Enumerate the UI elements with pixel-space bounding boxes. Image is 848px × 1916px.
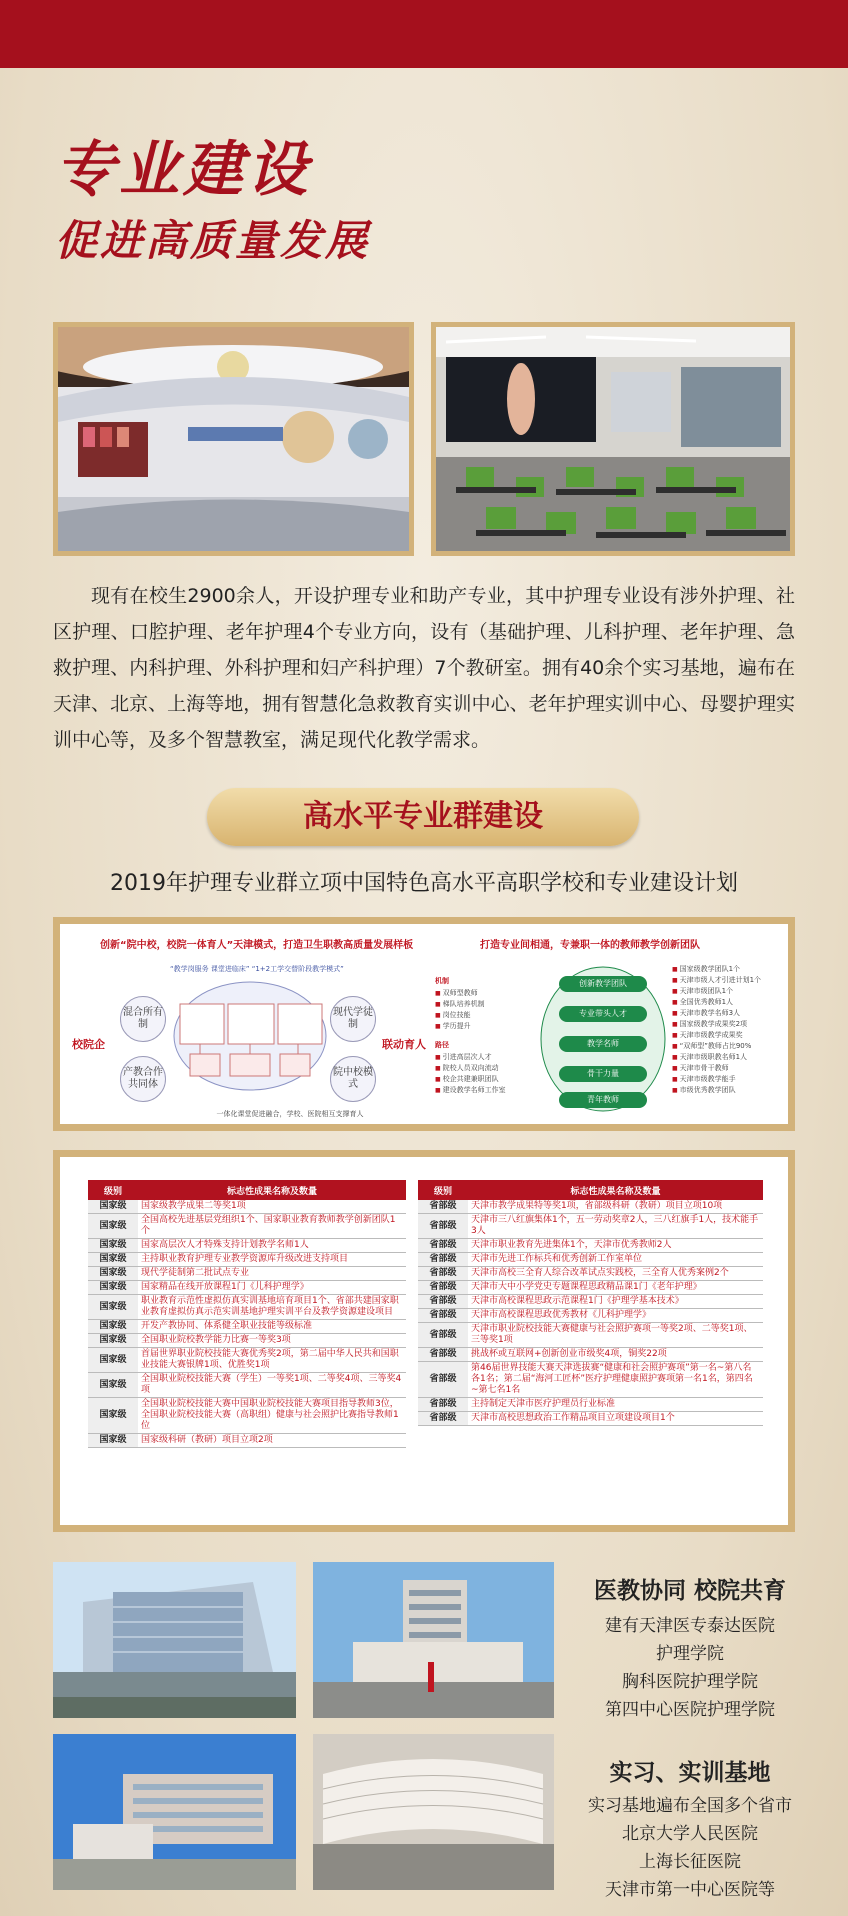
row-level-cell: 国家级 bbox=[88, 1434, 138, 1448]
row-name-cell: 天津市高校思想政治工作精品项目立项建设项目1个 bbox=[468, 1412, 763, 1426]
row-name-cell: 全国高校先进基层党组织1个、国家职业教育教师教学创新团队1个 bbox=[138, 1214, 406, 1239]
block1-line: 第四中心医院护理学院 bbox=[605, 1700, 775, 1720]
table-row bbox=[88, 1295, 406, 1320]
diagram-bottom-label: 一体化课堂促进融合，学校、医院相互支撑育人 bbox=[216, 1110, 364, 1118]
row-level-cell: 省部级 bbox=[418, 1239, 468, 1253]
section-subtitle: 2019年护理专业群立项中国特色高水平高职学校和专业建设计划 bbox=[110, 871, 738, 896]
achievement-item: ■ 国家级教学团队1个 bbox=[672, 964, 792, 975]
row-name-cell: 第46届世界技能大赛天津选拔赛“健康和社会照护赛项”第一名~第八名各1名；第二届“海河工匠杯”医疗护理健康照护赛项第一名1名，第四名~第七名1名 bbox=[468, 1362, 763, 1398]
mechanism-item: ■ 学历提升 bbox=[435, 1021, 505, 1032]
mechanism-title: 机制 bbox=[435, 977, 449, 985]
table-row bbox=[418, 1309, 763, 1323]
table-row bbox=[88, 1267, 406, 1281]
table-row bbox=[418, 1323, 763, 1348]
row-level-cell: 国家级 bbox=[88, 1398, 138, 1434]
achievement-list bbox=[672, 964, 792, 1096]
intro-text bbox=[53, 578, 795, 758]
block2-line: 实习基地遍布全国多个省市 bbox=[588, 1796, 792, 1816]
row-level-cell: 省部级 bbox=[418, 1200, 468, 1214]
table-row bbox=[88, 1200, 406, 1214]
row-name-cell: 天津市职业院校技能大赛健康与社会照护赛项一等奖2项、二等奖1项、三等奖1项 bbox=[468, 1323, 763, 1348]
table-row bbox=[418, 1398, 763, 1412]
table-row bbox=[88, 1281, 406, 1295]
row-name-cell: 全国职业院校技能大赛（学生）一等奖1项、二等奖4项、三等奖4项 bbox=[138, 1373, 406, 1398]
mechanism-item: ■ 岗位技能 bbox=[435, 1010, 505, 1021]
block2-line: 上海长征医院 bbox=[639, 1852, 741, 1872]
diagram-panel bbox=[53, 917, 795, 1131]
table-row bbox=[418, 1239, 763, 1253]
achievement-item: ■ 天津市骨干教师 bbox=[672, 1063, 792, 1074]
provincial-achievements-table bbox=[418, 1180, 763, 1426]
hospital-photo-2 bbox=[313, 1562, 554, 1718]
block2-heading: 实习、实训基地 bbox=[609, 1760, 771, 1786]
national-achievements-table bbox=[88, 1180, 406, 1448]
circle-industry-education: 产教合作共同体 bbox=[120, 1056, 166, 1102]
achievement-item: ■ 市级优秀教学团队 bbox=[672, 1085, 792, 1096]
circle-apprenticeship: 现代学徒制 bbox=[330, 996, 376, 1042]
table-row bbox=[418, 1362, 763, 1398]
block1-line: 建有天津医专泰达医院 bbox=[605, 1616, 775, 1636]
row-name-cell: 天津市高校课程思政优秀教材《儿科护理学》 bbox=[468, 1309, 763, 1323]
hospital-photo-1 bbox=[53, 1562, 296, 1718]
hospital-photo-3 bbox=[53, 1734, 296, 1890]
diagram-top-label: “教学岗服务 课堂进临床” “1+2工学交替阶段教学模式” bbox=[170, 965, 344, 973]
team-button: 创新教学团队 bbox=[559, 976, 647, 992]
top-banner bbox=[0, 0, 848, 68]
row-level-cell: 省部级 bbox=[418, 1253, 468, 1267]
achievement-item: ■ 天津市级教学能手 bbox=[672, 1074, 792, 1085]
row-name-cell: 主持职业教育护理专业教学资源库升级改进支持项目 bbox=[138, 1253, 406, 1267]
row-name-cell: 开发产教协同、体系健全职业技能等级标准 bbox=[138, 1320, 406, 1334]
table-row bbox=[418, 1295, 763, 1309]
hospital-photo-4 bbox=[313, 1734, 554, 1890]
row-name-cell: 全国职业院校技能大赛中国职业院校技能大赛项目指导教师3位，全国职业院校技能大赛（高职组）健康与社会照护比赛指导教师1位 bbox=[138, 1398, 406, 1434]
table-row bbox=[418, 1412, 763, 1426]
table-row bbox=[418, 1214, 763, 1239]
row-name-cell: 天津市高校课程思政示范课程1门《护理学基本技术》 bbox=[468, 1295, 763, 1309]
row-name-cell: 国家级教学成果二等奖1项 bbox=[138, 1200, 406, 1214]
mechanism-item: ■ 梯队培养机制 bbox=[435, 999, 505, 1010]
row-level-cell: 国家级 bbox=[88, 1214, 138, 1239]
achievement-item: ■ 天津市级团队1个 bbox=[672, 986, 792, 997]
row-level-cell: 国家级 bbox=[88, 1239, 138, 1253]
row-name-cell: 全国职业院校教学能力比赛一等奖3项 bbox=[138, 1334, 406, 1348]
block1-heading: 医教协同 校院共育 bbox=[593, 1578, 786, 1604]
row-name-cell: 职业教育示范性虚拟仿真实训基地培育项目1个、省部共建国家职业教育虚拟仿真示范实训基地护理实训平台及教学资源建设项目 bbox=[138, 1295, 406, 1320]
row-level-cell: 国家级 bbox=[88, 1253, 138, 1267]
row-level-cell: 省部级 bbox=[418, 1267, 468, 1281]
block1-line: 护理学院 bbox=[656, 1644, 724, 1664]
table-header-level: 级别 bbox=[418, 1180, 468, 1200]
row-name-cell: 国家高层次人才特殊支持计划教学名师1人 bbox=[138, 1239, 406, 1253]
team-button: 青年教师 bbox=[559, 1092, 647, 1108]
mechanism-list bbox=[435, 988, 505, 1032]
diagram-right-title: 打造专业间相通，专兼职一体的教师教学创新团队 bbox=[480, 940, 700, 951]
table-row bbox=[88, 1373, 406, 1398]
table-row bbox=[88, 1434, 406, 1448]
anatomy-hall-photo bbox=[53, 322, 414, 556]
achievement-item: ■ 国家级教学成果奖2项 bbox=[672, 1019, 792, 1030]
table-row bbox=[418, 1281, 763, 1295]
table-row bbox=[88, 1398, 406, 1434]
row-level-cell: 省部级 bbox=[418, 1281, 468, 1295]
row-name-cell: 天津市先进工作标兵和优秀创新工作室单位 bbox=[468, 1253, 763, 1267]
achievement-item: ■ 天津市教学名师3人 bbox=[672, 1008, 792, 1019]
smart-classroom-photo bbox=[431, 322, 795, 556]
row-name-cell: 挑战杯或互联网+创新创业市级奖4项，铜奖22项 bbox=[468, 1348, 763, 1362]
team-button: 教学名师 bbox=[559, 1036, 647, 1052]
table-header-level: 级别 bbox=[88, 1180, 138, 1200]
table-row bbox=[88, 1320, 406, 1334]
row-level-cell: 省部级 bbox=[418, 1323, 468, 1348]
table-header-name: 标志性成果名称及数量 bbox=[138, 1180, 406, 1200]
table-row bbox=[418, 1253, 763, 1267]
row-name-cell: 天津市三八红旗集体1个，五一劳动奖章2人，三八红旗手1人，技术能手3人 bbox=[468, 1214, 763, 1239]
row-level-cell: 国家级 bbox=[88, 1320, 138, 1334]
path-item: ■ 引进高层次人才 bbox=[435, 1052, 515, 1063]
row-level-cell: 省部级 bbox=[418, 1398, 468, 1412]
block2-lines bbox=[570, 1792, 810, 1904]
diagram-center-graphic bbox=[170, 976, 330, 1096]
path-item: ■ 建设教学名师工作室 bbox=[435, 1085, 515, 1096]
circle-mixed-ownership: 混合所有制 bbox=[120, 996, 166, 1042]
row-level-cell: 省部级 bbox=[418, 1348, 468, 1362]
path-title: 路径 bbox=[435, 1041, 449, 1049]
circle-school-in-hospital: 院中校模式 bbox=[330, 1056, 376, 1102]
row-level-cell: 国家级 bbox=[88, 1295, 138, 1320]
path-item: ■ 校企共建兼职团队 bbox=[435, 1074, 515, 1085]
row-name-cell: 主持制定天津市医疗护理员行业标准 bbox=[468, 1398, 763, 1412]
path-item: ■ 院校人员双向流动 bbox=[435, 1063, 515, 1074]
row-name-cell: 国家级科研（教研）项目立项2项 bbox=[138, 1434, 406, 1448]
row-name-cell: 天津市高校三全育人综合改革试点实践校，三全育人优秀案例2个 bbox=[468, 1267, 763, 1281]
row-level-cell: 省部级 bbox=[418, 1362, 468, 1398]
row-name-cell: 天津市大中小学党史专题课程思政精品课1门《老年护理》 bbox=[468, 1281, 763, 1295]
intro-paragraph: 现有在校生2900余人，开设护理专业和助产专业，其中护理专业设有涉外护理、社区护理、口腔护理、老年护理4个专业方向，设有（基础护理、儿科护理、老年护理、急救护理、内科护理、外科护理和妇产科护理）7个教研室。拥有40余个实习基地，遍布在天津、北京、上海等地，拥有智慧化急救教育实训中心、老年护理实训中心、母婴护理实训中心等，及多个智慧教室，满足现代化教学需求。 bbox=[53, 585, 795, 751]
row-level-cell: 国家级 bbox=[88, 1373, 138, 1398]
page-subtitle: 促进高质量发展 bbox=[55, 216, 371, 265]
table-header-name: 标志性成果名称及数量 bbox=[468, 1180, 763, 1200]
block2-line: 北京大学人民医院 bbox=[622, 1824, 758, 1844]
block1-lines bbox=[570, 1612, 810, 1724]
row-level-cell: 国家级 bbox=[88, 1267, 138, 1281]
row-name-cell: 天津市教学成果特等奖1项，省部级科研（教研）项目立项10项 bbox=[468, 1200, 763, 1214]
achievement-item: ■ 天津市级教学成果奖 bbox=[672, 1030, 792, 1041]
mechanism-item: ■ 双师型教师 bbox=[435, 988, 505, 999]
table-row bbox=[88, 1239, 406, 1253]
row-name-cell: 首届世界职业院校技能大赛优秀奖2项，第二届中华人民共和国职业技能大赛银牌1项、优胜奖1项 bbox=[138, 1348, 406, 1373]
table-row bbox=[418, 1200, 763, 1214]
table-row bbox=[418, 1267, 763, 1281]
row-level-cell: 国家级 bbox=[88, 1281, 138, 1295]
row-level-cell: 省部级 bbox=[418, 1309, 468, 1323]
page-title: 专业建设 bbox=[55, 135, 311, 205]
section-pill-title: 高水平专业群建设 bbox=[207, 788, 639, 846]
table-row bbox=[88, 1214, 406, 1239]
row-level-cell: 国家级 bbox=[88, 1334, 138, 1348]
row-name-cell: 国家精品在线开放课程1门《儿科护理学》 bbox=[138, 1281, 406, 1295]
diagram-left-side-label: 校院企 bbox=[72, 1038, 105, 1051]
achievement-item: ■ “双师型”教师占比90% bbox=[672, 1041, 792, 1052]
table-row bbox=[88, 1334, 406, 1348]
path-list bbox=[435, 1052, 515, 1096]
row-name-cell: 天津市职业教育先进集体1个，天津市优秀教师2人 bbox=[468, 1239, 763, 1253]
diagram-right-side-label: 联动育人 bbox=[382, 1038, 426, 1051]
table-row bbox=[418, 1348, 763, 1362]
row-name-cell: 现代学徒制第二批试点专业 bbox=[138, 1267, 406, 1281]
achievement-item: ■ 全国优秀教师1人 bbox=[672, 997, 792, 1008]
block1-line: 胸科医院护理学院 bbox=[622, 1672, 758, 1692]
team-button: 专业带头人才 bbox=[559, 1006, 647, 1022]
row-level-cell: 省部级 bbox=[418, 1412, 468, 1426]
team-button: 骨干力量 bbox=[559, 1066, 647, 1082]
row-level-cell: 国家级 bbox=[88, 1200, 138, 1214]
achievement-item: ■ 天津市级人才引进计划1个 bbox=[672, 975, 792, 986]
table-row bbox=[88, 1348, 406, 1373]
achievement-item: ■ 天津市级职教名师1人 bbox=[672, 1052, 792, 1063]
row-level-cell: 国家级 bbox=[88, 1348, 138, 1373]
row-level-cell: 省部级 bbox=[418, 1214, 468, 1239]
block2-line: 天津市第一中心医院等 bbox=[605, 1880, 775, 1900]
table-row bbox=[88, 1253, 406, 1267]
row-level-cell: 省部级 bbox=[418, 1295, 468, 1309]
diagram-left-title: 创新“院中校，校院一体育人”天津模式，打造卫生职教高质量发展样板 bbox=[100, 940, 414, 951]
